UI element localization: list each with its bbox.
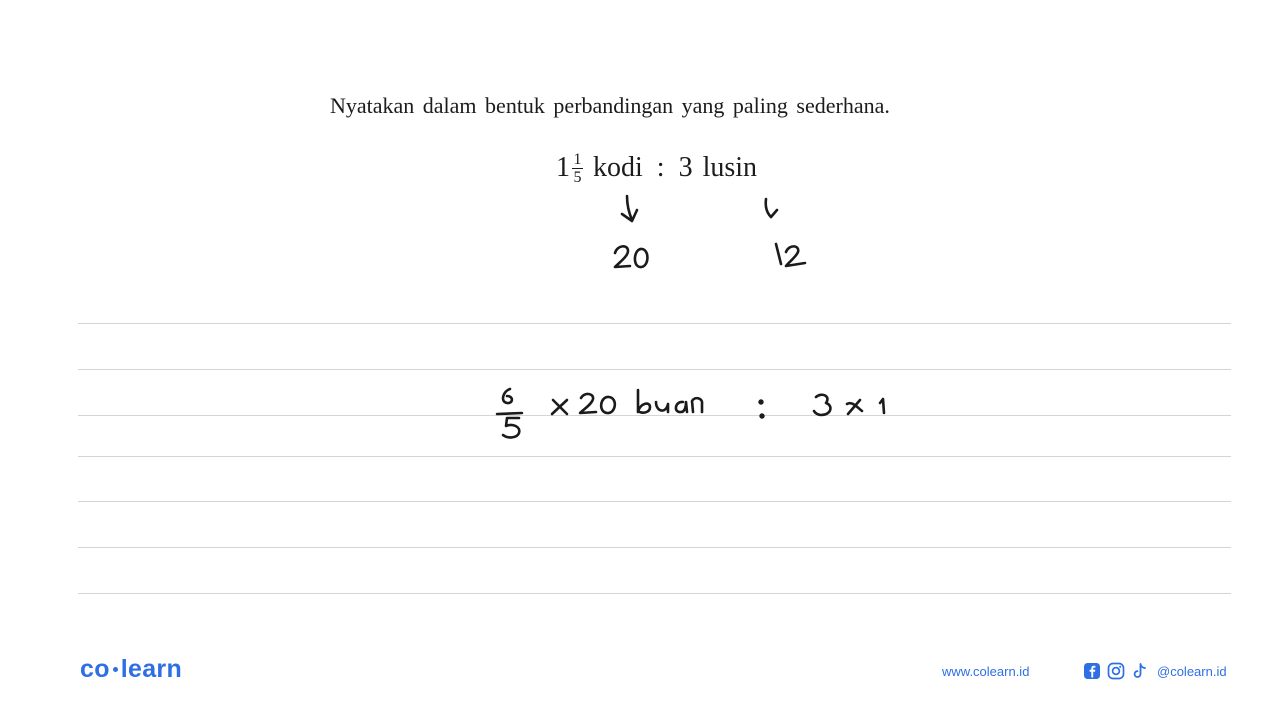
arrow-down-left	[622, 196, 637, 221]
website-link[interactable]: www.colearn.id	[942, 664, 1030, 679]
handwritten-times-1	[552, 400, 567, 414]
facebook-icon[interactable]	[1083, 662, 1101, 680]
ruled-line	[78, 415, 1231, 416]
social-handle[interactable]: @colearn.id	[1157, 663, 1227, 679]
handwritten-word-buah	[638, 390, 702, 413]
handwritten-times-2	[847, 400, 862, 414]
handwritten-one	[880, 399, 884, 413]
ruled-line	[78, 456, 1231, 457]
fraction-denominator: 5	[573, 169, 582, 186]
question-text: Nyatakan dalam bentuk perbandingan yang paling sederhana.	[330, 93, 890, 118]
mixed-number-whole: 1	[556, 151, 570, 183]
ruled-line	[78, 593, 1231, 594]
brand-dot	[113, 667, 118, 672]
instagram-icon[interactable]	[1107, 662, 1125, 680]
handwritten-three	[814, 395, 830, 415]
unit-kodi: kodi	[593, 151, 643, 183]
ruled-line	[78, 501, 1231, 502]
ratio-colon: :	[656, 151, 665, 183]
ratio-expression	[556, 150, 757, 185]
brand-part-co: co	[80, 655, 110, 683]
handwritten-fraction-six-fifths	[497, 389, 522, 437]
social-links	[1083, 662, 1227, 680]
ruled-line	[78, 547, 1231, 548]
value-three: 3	[678, 151, 693, 183]
fraction-numerator: 1	[573, 151, 582, 168]
handwritten-twelve	[776, 244, 805, 266]
ruled-line	[78, 369, 1231, 370]
handwritten-twenty-2	[580, 394, 615, 413]
unit-lusin: lusin	[702, 151, 758, 183]
arrow-down-right	[766, 199, 777, 217]
brand-part-learn: learn	[120, 655, 183, 683]
mixed-number-fraction	[572, 152, 583, 185]
colearn-logo[interactable]	[80, 655, 182, 684]
tiktok-icon[interactable]	[1131, 662, 1149, 680]
handwritten-twenty	[615, 246, 647, 267]
ruled-line	[78, 323, 1231, 324]
